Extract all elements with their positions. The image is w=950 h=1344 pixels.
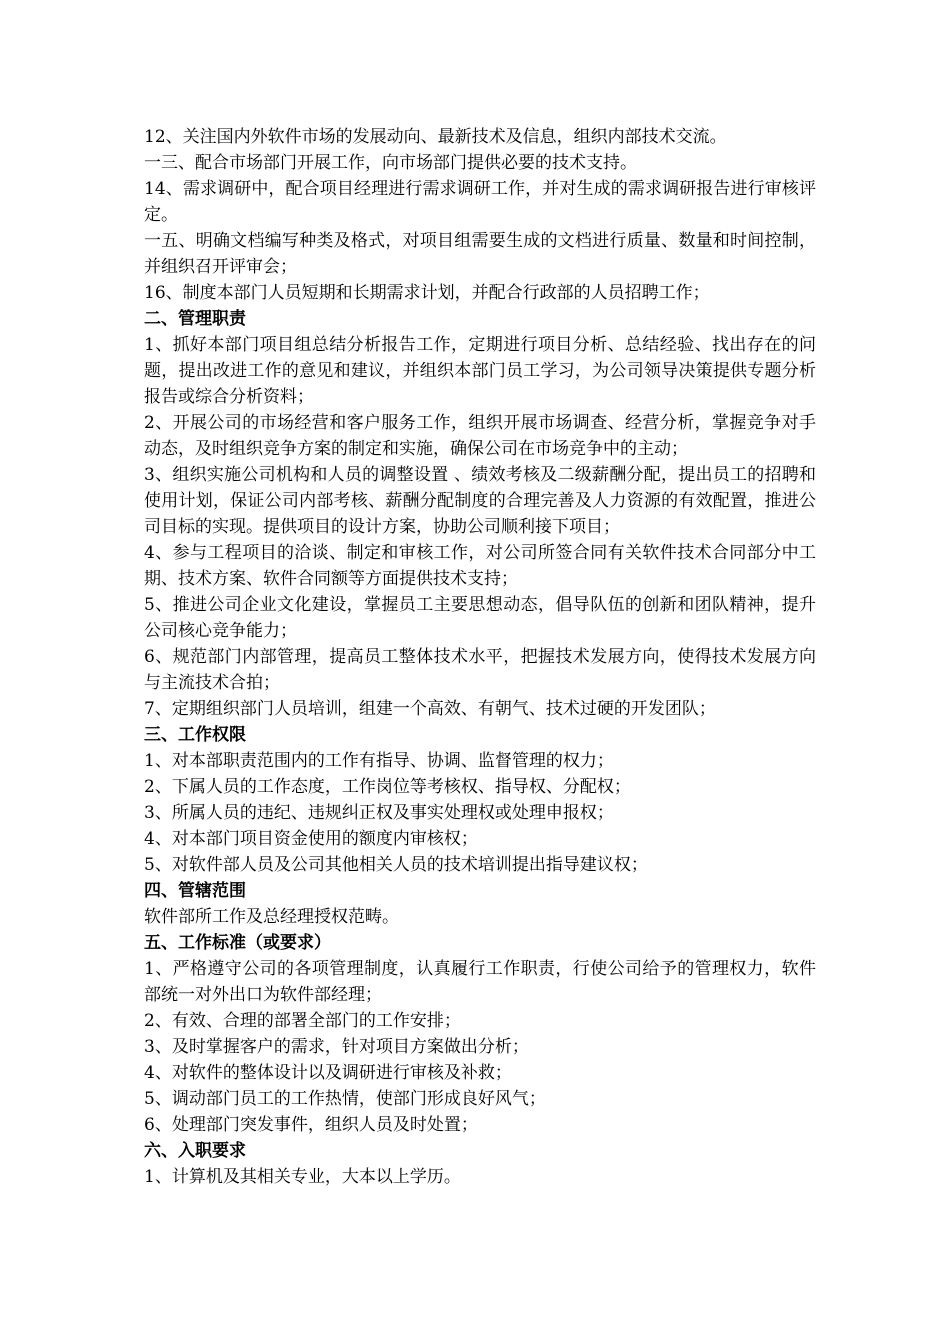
authority-item-3: 3、所属人员的违纪、违规纠正权及事实处理权或处理申报权；: [144, 803, 614, 823]
requirements-item-1: 1、计算机及其相关专业，大本以上学历。: [144, 1167, 461, 1187]
paragraph-12: 12、关注国内外软件市场的发展动向、最新技术及信息，组织内部技术交流。: [144, 127, 727, 147]
paragraph-14: 14、需求调研中，配合项目经理进行需求调研工作，并对生成的需求调研报告进行审核评定。: [144, 179, 816, 225]
standards-item-4: 4、对软件的整体设计以及调研进行审核及补救；: [144, 1063, 512, 1083]
management-item-6: 6、规范部门内部管理，提高员工整体技术水平，把握技术发展方向，使得技术发展方向与主流技术合拍；: [144, 647, 816, 693]
management-item-3: 3、组织实施公司机构和人员的调整设置 、绩效考核及二级薪酬分配，提出员工的招聘和使用计划，保证公司内部考核、薪酬分配制度的合理完善及人力资源的有效配置，推进公司目标的实现。提供项目的设计方案，协助公司顺利接下项目；: [144, 465, 816, 537]
standards-item-6: 6、处理部门突发事件，组织人员及时处置；: [144, 1115, 478, 1135]
standards-item-3: 3、及时掌握客户的需求，针对项目方案做出分析；: [144, 1037, 529, 1057]
authority-item-4: 4、对本部门项目资金使用的额度内审核权；: [144, 829, 478, 849]
management-item-5: 5、推进公司企业文化建设，掌握员工主要思想动态，倡导队伍的创新和团队精神，提升公司核心竞争能力；: [144, 595, 816, 641]
standards-item-1: 1、严格遵守公司的各项管理制度，认真履行工作职责，行使公司给予的管理权力，软件部统一对外出口为软件部经理；: [144, 959, 816, 1005]
standards-item-2: 2、有效、合理的部署全部门的工作安排；: [144, 1011, 461, 1031]
scope-text: 软件部所工作及总经理授权范畴。: [144, 907, 399, 927]
paragraph-16: 16、制度本部门人员短期和长期需求计划，并配合行政部的人员招聘工作；: [144, 283, 710, 303]
section-heading-authority: 三、工作权限: [144, 725, 246, 745]
section-heading-scope: 四、管辖范围: [144, 881, 246, 901]
management-item-4: 4、参与工程项目的洽谈、制定和审核工作，对公司所签合同有关软件技术合同部分中工期、技术方案、软件合同额等方面提供技术支持；: [144, 543, 816, 589]
authority-item-2: 2、下属人员的工作态度，工作岗位等考核权、指导权、分配权；: [144, 777, 631, 797]
section-heading-management: 二、管理职责: [144, 309, 246, 329]
section-heading-standards: 五、工作标准（或要求）: [144, 933, 331, 953]
management-item-1: 1、抓好本部门项目组总结分析报告工作，定期进行项目分析、总结经验、找出存在的问题，提出改进工作的意见和建议，并组织本部门员工学习，为公司领导决策提供专题分析报告或综合分析资料；: [144, 335, 816, 407]
standards-item-5: 5、调动部门员工的工作热情，使部门形成良好风气；: [144, 1089, 546, 1109]
paragraph-15: 一五、明确文档编写种类及格式，对项目组需要生成的文档进行质量、数量和时间控制，并组织召开评审会；: [144, 231, 816, 277]
management-item-2: 2、开展公司的市场经营和客户服务工作，组织开展市场调查、经营分析，掌握竞争对手动态，及时组织竞争方案的制定和实施，确保公司在市场竞争中的主动；: [144, 413, 816, 459]
authority-item-5: 5、对软件部人员及公司其他相关人员的技术培训提出指导建议权；: [144, 855, 648, 875]
paragraph-13: 一三、配合市场部门开展工作，向市场部门提供必要的技术支持。: [144, 153, 637, 173]
section-heading-requirements: 六、入职要求: [144, 1141, 246, 1161]
management-item-7: 7、定期组织部门人员培训，组建一个高效、有朝气、技术过硬的开发团队；: [144, 699, 716, 719]
document-page: [144, 124, 816, 1190]
authority-item-1: 1、对本部职责范围内的工作有指导、协调、监督管理的权力；: [144, 751, 614, 771]
